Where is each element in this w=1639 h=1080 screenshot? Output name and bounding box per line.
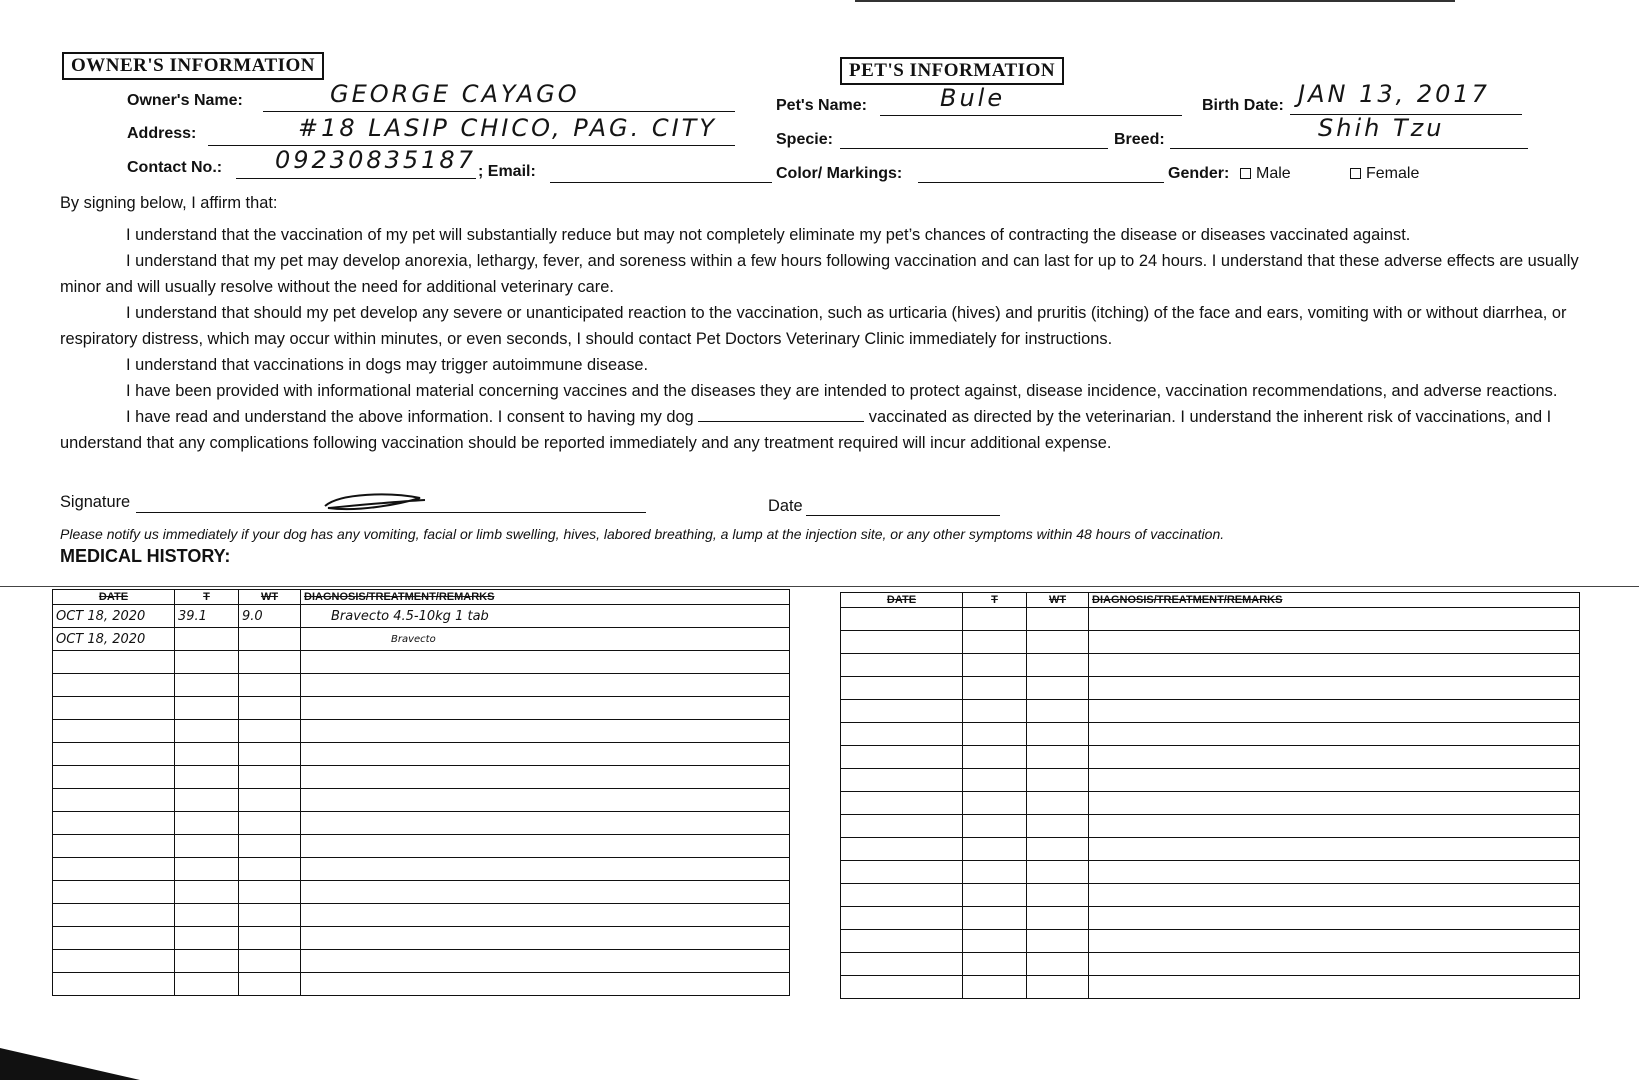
cell-weight[interactable]	[239, 674, 301, 697]
cell-weight[interactable]	[239, 697, 301, 720]
email-line	[550, 182, 772, 183]
cell-date[interactable]	[841, 838, 963, 861]
cell-remarks[interactable]: Bravecto	[301, 628, 790, 651]
specie-label: Specie:	[776, 131, 833, 148]
color-markings-label: Color/ Markings:	[776, 165, 903, 182]
date-label: Date	[768, 497, 803, 515]
cell-temp[interactable]: 39.1	[175, 605, 239, 628]
table-row	[53, 674, 790, 697]
cell-date[interactable]	[53, 812, 175, 835]
cell-weight[interactable]	[1027, 631, 1089, 654]
cell-date[interactable]	[53, 720, 175, 743]
scan-fold-line	[0, 586, 1639, 587]
female-label: Female	[1366, 165, 1420, 182]
cell-date[interactable]	[841, 723, 963, 746]
date-line[interactable]	[806, 515, 1000, 516]
cell-temp[interactable]	[963, 907, 1027, 930]
cell-weight[interactable]	[1027, 608, 1089, 631]
cell-date[interactable]	[841, 654, 963, 677]
cell-weight[interactable]	[239, 766, 301, 789]
cell-remarks[interactable]	[301, 881, 790, 904]
header-temp: T	[963, 593, 1027, 608]
table-row	[53, 720, 790, 743]
cell-date[interactable]	[53, 835, 175, 858]
cell-weight[interactable]	[239, 835, 301, 858]
male-checkbox[interactable]	[1240, 168, 1251, 179]
cell-temp[interactable]	[175, 674, 239, 697]
cell-date[interactable]	[841, 976, 963, 999]
cell-temp[interactable]	[963, 769, 1027, 792]
cell-weight[interactable]	[239, 789, 301, 812]
cell-weight[interactable]	[1027, 700, 1089, 723]
cell-date[interactable]	[53, 973, 175, 996]
cell-date[interactable]	[53, 743, 175, 766]
header-date: DATE	[53, 590, 175, 605]
cell-remarks[interactable]	[1089, 654, 1580, 677]
table-row	[841, 677, 1580, 700]
cell-date[interactable]	[841, 815, 963, 838]
male-label: Male	[1256, 165, 1291, 182]
table-row	[841, 792, 1580, 815]
owner-name-field[interactable]: GEORGE CAYAGO	[330, 80, 580, 108]
table-row	[53, 605, 790, 628]
cell-weight[interactable]	[1027, 976, 1089, 999]
cell-remarks[interactable]	[301, 789, 790, 812]
cell-remarks[interactable]	[1089, 815, 1580, 838]
cell-weight[interactable]	[239, 651, 301, 674]
cell-date[interactable]	[841, 608, 963, 631]
cell-remarks[interactable]	[301, 812, 790, 835]
cell-weight[interactable]	[1027, 815, 1089, 838]
cell-weight[interactable]	[239, 927, 301, 950]
table-row	[53, 766, 790, 789]
birth-date-label: Birth Date:	[1202, 97, 1284, 114]
gender-male-option[interactable]	[1240, 165, 1291, 183]
cell-remarks[interactable]	[1089, 631, 1580, 654]
cell-weight[interactable]	[239, 812, 301, 835]
consent-paragraph-5: I have been provided with informational material concerning vaccines and the diseases they are intended to protect against, disease incidence, vaccination recommendations, and adverse reactions.	[126, 382, 1558, 400]
cell-date[interactable]	[841, 677, 963, 700]
cell-temp[interactable]	[175, 789, 239, 812]
pet-name-label: Pet's Name:	[776, 97, 867, 114]
notice-text: Please notify us immediately if your dog has any vomiting, facial or limb swelling, hives, labored breathing, a lump at the injection site, or any other symptoms within 48 hours of vaccination.	[60, 526, 1225, 542]
table-row	[53, 881, 790, 904]
email-label: ; Email:	[478, 163, 536, 180]
cell-remarks[interactable]	[301, 858, 790, 881]
table-row	[53, 950, 790, 973]
contact-label: Contact No.:	[127, 159, 223, 176]
cell-date[interactable]	[53, 950, 175, 973]
consent-body	[60, 222, 1580, 456]
consent-intro: By signing below, I affirm that:	[60, 194, 278, 212]
table-row	[841, 746, 1580, 769]
cell-remarks[interactable]	[1089, 769, 1580, 792]
cell-remarks[interactable]	[1089, 953, 1580, 976]
specie-line	[840, 148, 1108, 149]
cell-date[interactable]	[841, 953, 963, 976]
cell-temp[interactable]	[175, 858, 239, 881]
cell-temp[interactable]	[963, 976, 1027, 999]
table-row	[841, 654, 1580, 677]
medical-history-table-right	[840, 592, 1580, 999]
cell-date[interactable]	[841, 746, 963, 769]
table-row	[841, 700, 1580, 723]
table-header-row	[53, 590, 790, 605]
cell-weight[interactable]	[1027, 654, 1089, 677]
cell-remarks[interactable]	[301, 743, 790, 766]
cell-weight[interactable]	[239, 858, 301, 881]
cell-temp[interactable]	[175, 835, 239, 858]
cell-date[interactable]	[841, 861, 963, 884]
cell-weight[interactable]	[1027, 677, 1089, 700]
cell-weight[interactable]	[1027, 930, 1089, 953]
table-row	[841, 930, 1580, 953]
header-weight: WT	[239, 590, 301, 605]
scan-corner-artifact	[0, 1040, 140, 1080]
cell-date[interactable]	[841, 631, 963, 654]
table-row	[841, 884, 1580, 907]
cell-date[interactable]	[53, 881, 175, 904]
cell-date[interactable]	[841, 700, 963, 723]
header-remarks: DIAGNOSIS/TREATMENT/REMARKS	[1089, 593, 1580, 608]
cell-date[interactable]: OCT 18, 2020	[53, 605, 175, 628]
cell-date[interactable]	[841, 930, 963, 953]
cell-temp[interactable]	[175, 697, 239, 720]
dog-name-blank[interactable]	[698, 407, 864, 422]
table-row	[53, 927, 790, 950]
consent-paragraph-3: I understand that should my pet develop any severe or unanticipated reaction to the vaccination, such as urticaria (hives) and pruritis (itching) of the face and ears, vomiting with or without diarrhea, or respiratory distress, which may occur within minutes, or even seconds, I should contact Pet Doctors Veterinary Clinic immediately for instructions.	[60, 304, 1567, 348]
pet-section-title: PET'S INFORMATION	[840, 57, 1064, 85]
cell-date[interactable]	[53, 927, 175, 950]
contact-field[interactable]: 09230835187	[275, 146, 476, 174]
cell-remarks[interactable]: Bravecto 4.5-10kg 1 tab	[301, 605, 790, 628]
cell-temp[interactable]	[963, 815, 1027, 838]
cell-remarks[interactable]	[1089, 930, 1580, 953]
medical-history-table-left	[52, 589, 790, 996]
cell-date[interactable]	[841, 884, 963, 907]
cell-temp[interactable]	[175, 720, 239, 743]
cell-temp[interactable]	[963, 792, 1027, 815]
cell-temp[interactable]	[963, 677, 1027, 700]
cell-remarks[interactable]	[1089, 907, 1580, 930]
cell-temp[interactable]	[963, 884, 1027, 907]
cell-remarks[interactable]	[1089, 700, 1580, 723]
table-row	[53, 904, 790, 927]
table-row	[53, 789, 790, 812]
cell-temp[interactable]	[963, 631, 1027, 654]
consent-paragraph-6	[60, 404, 1580, 456]
cell-weight[interactable]	[239, 881, 301, 904]
contact-line	[236, 178, 476, 179]
cell-temp[interactable]	[963, 608, 1027, 631]
breed-field[interactable]: Shih Tzu	[1318, 114, 1445, 142]
cell-weight[interactable]	[239, 950, 301, 973]
cell-remarks[interactable]	[1089, 976, 1580, 999]
consent-paragraph-6-start: I have read and understand the above information. I consent to having my dog	[126, 408, 694, 426]
owner-name-label: Owner's Name:	[127, 92, 243, 109]
header-weight: WT	[1027, 593, 1089, 608]
cell-remarks[interactable]	[1089, 677, 1580, 700]
cell-date[interactable]	[841, 907, 963, 930]
cell-temp[interactable]	[963, 723, 1027, 746]
cell-remarks[interactable]	[301, 697, 790, 720]
cell-weight[interactable]	[1027, 907, 1089, 930]
cell-temp[interactable]	[963, 861, 1027, 884]
signature-label: Signature	[60, 493, 131, 511]
cell-date[interactable]	[53, 674, 175, 697]
color-markings-line	[918, 182, 1164, 183]
cell-date[interactable]	[53, 697, 175, 720]
cell-date[interactable]	[841, 769, 963, 792]
breed-line	[1170, 148, 1528, 149]
pet-name-field[interactable]: Bule	[940, 84, 1006, 112]
cell-temp[interactable]	[963, 953, 1027, 976]
cell-temp[interactable]	[175, 743, 239, 766]
table-row	[841, 976, 1580, 999]
cell-weight[interactable]	[1027, 861, 1089, 884]
table-row	[53, 812, 790, 835]
consent-paragraph-2: I understand that my pet may develop anorexia, lethargy, fever, and soreness within a few hours following vaccination and can last for up to 24 hours. I understand that these adverse effects are usually minor and will usually resolve without the need for additional veterinary care.	[60, 252, 1579, 296]
cell-date[interactable]	[53, 858, 175, 881]
cell-remarks[interactable]	[301, 973, 790, 996]
cell-remarks[interactable]	[1089, 884, 1580, 907]
cell-date[interactable]	[841, 792, 963, 815]
table-row	[841, 723, 1580, 746]
cell-weight[interactable]	[239, 973, 301, 996]
cell-remarks[interactable]	[1089, 723, 1580, 746]
table-row	[53, 835, 790, 858]
cell-temp[interactable]	[963, 930, 1027, 953]
header-remarks: DIAGNOSIS/TREATMENT/REMARKS	[301, 590, 790, 605]
cell-weight[interactable]	[1027, 723, 1089, 746]
cell-remarks[interactable]	[301, 766, 790, 789]
cell-weight[interactable]	[1027, 792, 1089, 815]
cell-temp[interactable]	[175, 927, 239, 950]
cell-remarks[interactable]	[1089, 608, 1580, 631]
cell-remarks[interactable]	[301, 835, 790, 858]
cell-remarks[interactable]	[301, 904, 790, 927]
consent-paragraph-4: I understand that vaccinations in dogs may trigger autoimmune disease.	[126, 356, 649, 374]
cell-remarks[interactable]	[301, 651, 790, 674]
cell-temp[interactable]	[175, 973, 239, 996]
cell-temp[interactable]	[175, 766, 239, 789]
cell-remarks[interactable]	[301, 927, 790, 950]
cell-temp[interactable]	[175, 950, 239, 973]
cell-remarks[interactable]	[301, 950, 790, 973]
cell-weight[interactable]	[1027, 884, 1089, 907]
cell-date[interactable]	[53, 651, 175, 674]
table-row	[53, 858, 790, 881]
cell-remarks[interactable]	[1089, 838, 1580, 861]
cell-weight[interactable]	[239, 743, 301, 766]
gender-label: Gender:	[1168, 165, 1230, 182]
table-row	[841, 769, 1580, 792]
cell-remarks[interactable]	[301, 720, 790, 743]
table-row	[53, 973, 790, 996]
cell-remarks[interactable]	[301, 674, 790, 697]
cell-temp[interactable]	[963, 700, 1027, 723]
cell-temp[interactable]	[175, 881, 239, 904]
consent-paragraph-6-end: vaccinated as directed by the veterinarian. I understand the inherent risk of vaccinations, and I understand that any complications following vaccination should be reported immediately and any treatment required will incur additional expense.	[60, 408, 1552, 452]
gender-female-option[interactable]	[1350, 165, 1419, 183]
cell-temp[interactable]	[963, 838, 1027, 861]
cell-weight[interactable]: 9.0	[239, 605, 301, 628]
cell-remarks[interactable]	[1089, 861, 1580, 884]
owner-name-line	[263, 111, 735, 112]
cell-weight[interactable]	[1027, 769, 1089, 792]
table-row	[53, 651, 790, 674]
cell-temp[interactable]	[963, 654, 1027, 677]
cell-date[interactable]	[53, 904, 175, 927]
cell-temp[interactable]	[175, 651, 239, 674]
cell-remarks[interactable]	[1089, 746, 1580, 769]
table-row	[53, 743, 790, 766]
cell-weight[interactable]	[239, 904, 301, 927]
cell-date[interactable]	[53, 789, 175, 812]
header-date: DATE	[841, 593, 963, 608]
table-row	[841, 838, 1580, 861]
cell-temp[interactable]	[963, 746, 1027, 769]
address-field[interactable]: #18 LASIP CHICO, PAG. CITY	[298, 114, 718, 142]
pet-name-line	[880, 115, 1182, 116]
table-row	[53, 697, 790, 720]
table-row	[841, 861, 1580, 884]
cell-temp[interactable]	[175, 904, 239, 927]
scan-edge-line	[855, 0, 1455, 2]
cell-temp[interactable]	[175, 628, 239, 651]
table-row	[53, 628, 790, 651]
cell-weight[interactable]	[1027, 953, 1089, 976]
header-temp: T	[175, 590, 239, 605]
cell-remarks[interactable]	[1089, 792, 1580, 815]
cell-weight[interactable]	[239, 720, 301, 743]
table-row	[841, 953, 1580, 976]
cell-weight[interactable]	[239, 628, 301, 651]
medical-history-title: MEDICAL HISTORY:	[60, 546, 231, 566]
breed-label: Breed:	[1114, 131, 1165, 148]
table-row	[841, 608, 1580, 631]
consent-paragraph-1: I understand that the vaccination of my pet will substantially reduce but may not completely eliminate my pet’s chances of contracting the disease or diseases vaccinated against.	[126, 226, 1411, 244]
address-label: Address:	[127, 125, 197, 142]
cell-temp[interactable]	[175, 812, 239, 835]
table-row	[841, 907, 1580, 930]
birth-date-field[interactable]: JAN 13, 2017	[1298, 80, 1490, 108]
table-header-row	[841, 593, 1580, 608]
table-row	[841, 815, 1580, 838]
female-checkbox[interactable]	[1350, 168, 1361, 179]
table-row	[841, 631, 1580, 654]
signature-scribble	[320, 488, 430, 518]
cell-date[interactable]	[53, 766, 175, 789]
cell-date[interactable]: OCT 18, 2020	[53, 628, 175, 651]
owner-section-title: OWNER'S INFORMATION	[62, 52, 324, 80]
cell-weight[interactable]	[1027, 746, 1089, 769]
cell-weight[interactable]	[1027, 838, 1089, 861]
